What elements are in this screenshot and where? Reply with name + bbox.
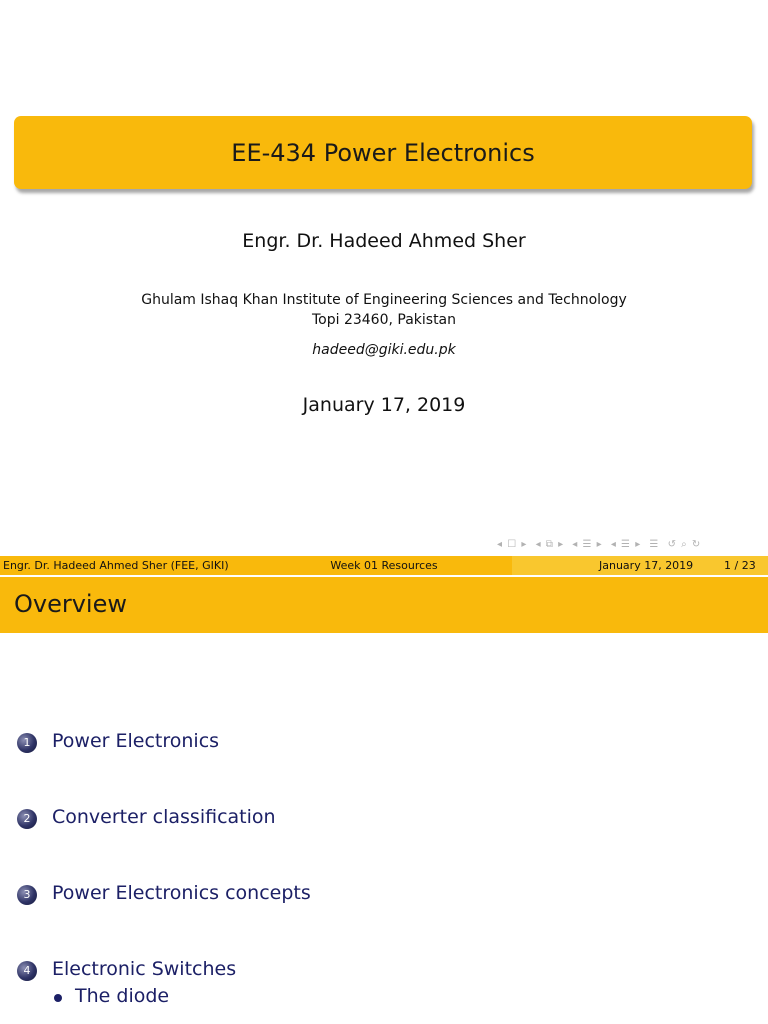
footline-author: Engr. Dr. Hadeed Ahmed Sher (FEE, GIKI) [0,556,256,575]
toc-item-label[interactable]: Electronic Switches [52,958,237,980]
navigation-symbols [497,539,765,553]
footline-right [512,556,768,575]
toc-item-label[interactable]: Power Electronics concepts [52,882,311,904]
author-name: Engr. Dr. Hadeed Ahmed Sher [242,230,526,252]
presentation-title: EE-434 Power Electronics [231,138,535,167]
frame-nav-icon[interactable]: ◂ ☐ ▸ [497,539,528,550]
institute-block [0,290,768,330]
title-box [14,116,752,189]
toc-item-label[interactable]: Power Electronics [52,730,220,752]
section-number-ball: 3 [17,885,37,905]
toc-item-label[interactable]: Converter classification [52,806,276,828]
section-nav-icon[interactable]: ◂ ☰ ▸ [572,539,603,550]
toc-subitem-label[interactable]: The diode [75,985,170,1007]
section-number-ball: 4 [17,961,37,981]
footline [0,556,768,575]
author-email: hadeed@giki.edu.pk [312,342,456,358]
frame-title-bar [0,577,768,633]
footline-date: January 17, 2019 [599,559,694,572]
section-number-ball: 1 [17,733,37,753]
subsubsection-nav-icon[interactable]: ◂ ☰ ▸ [610,539,642,550]
document-nav-icon[interactable]: ☰ [649,539,660,550]
institute-name: Ghulam Ishaq Khan Institute of Engineering Sciences and Technology [141,292,627,308]
subsection-nav-icon[interactable]: ◂ ⧉ ▸ [535,539,565,550]
footline-title: Week 01 Resources [256,556,512,575]
bullet-icon [54,994,62,1002]
section-number-ball: 2 [17,809,37,829]
presentation-date: January 17, 2019 [302,394,466,416]
search-controls-icon[interactable]: ↺ ⌕ ↻ [667,539,702,550]
institute-address: Topi 23460, Pakistan [311,312,457,328]
frame-title: Overview [14,590,127,618]
page-number: 1 / 23 [724,559,756,572]
